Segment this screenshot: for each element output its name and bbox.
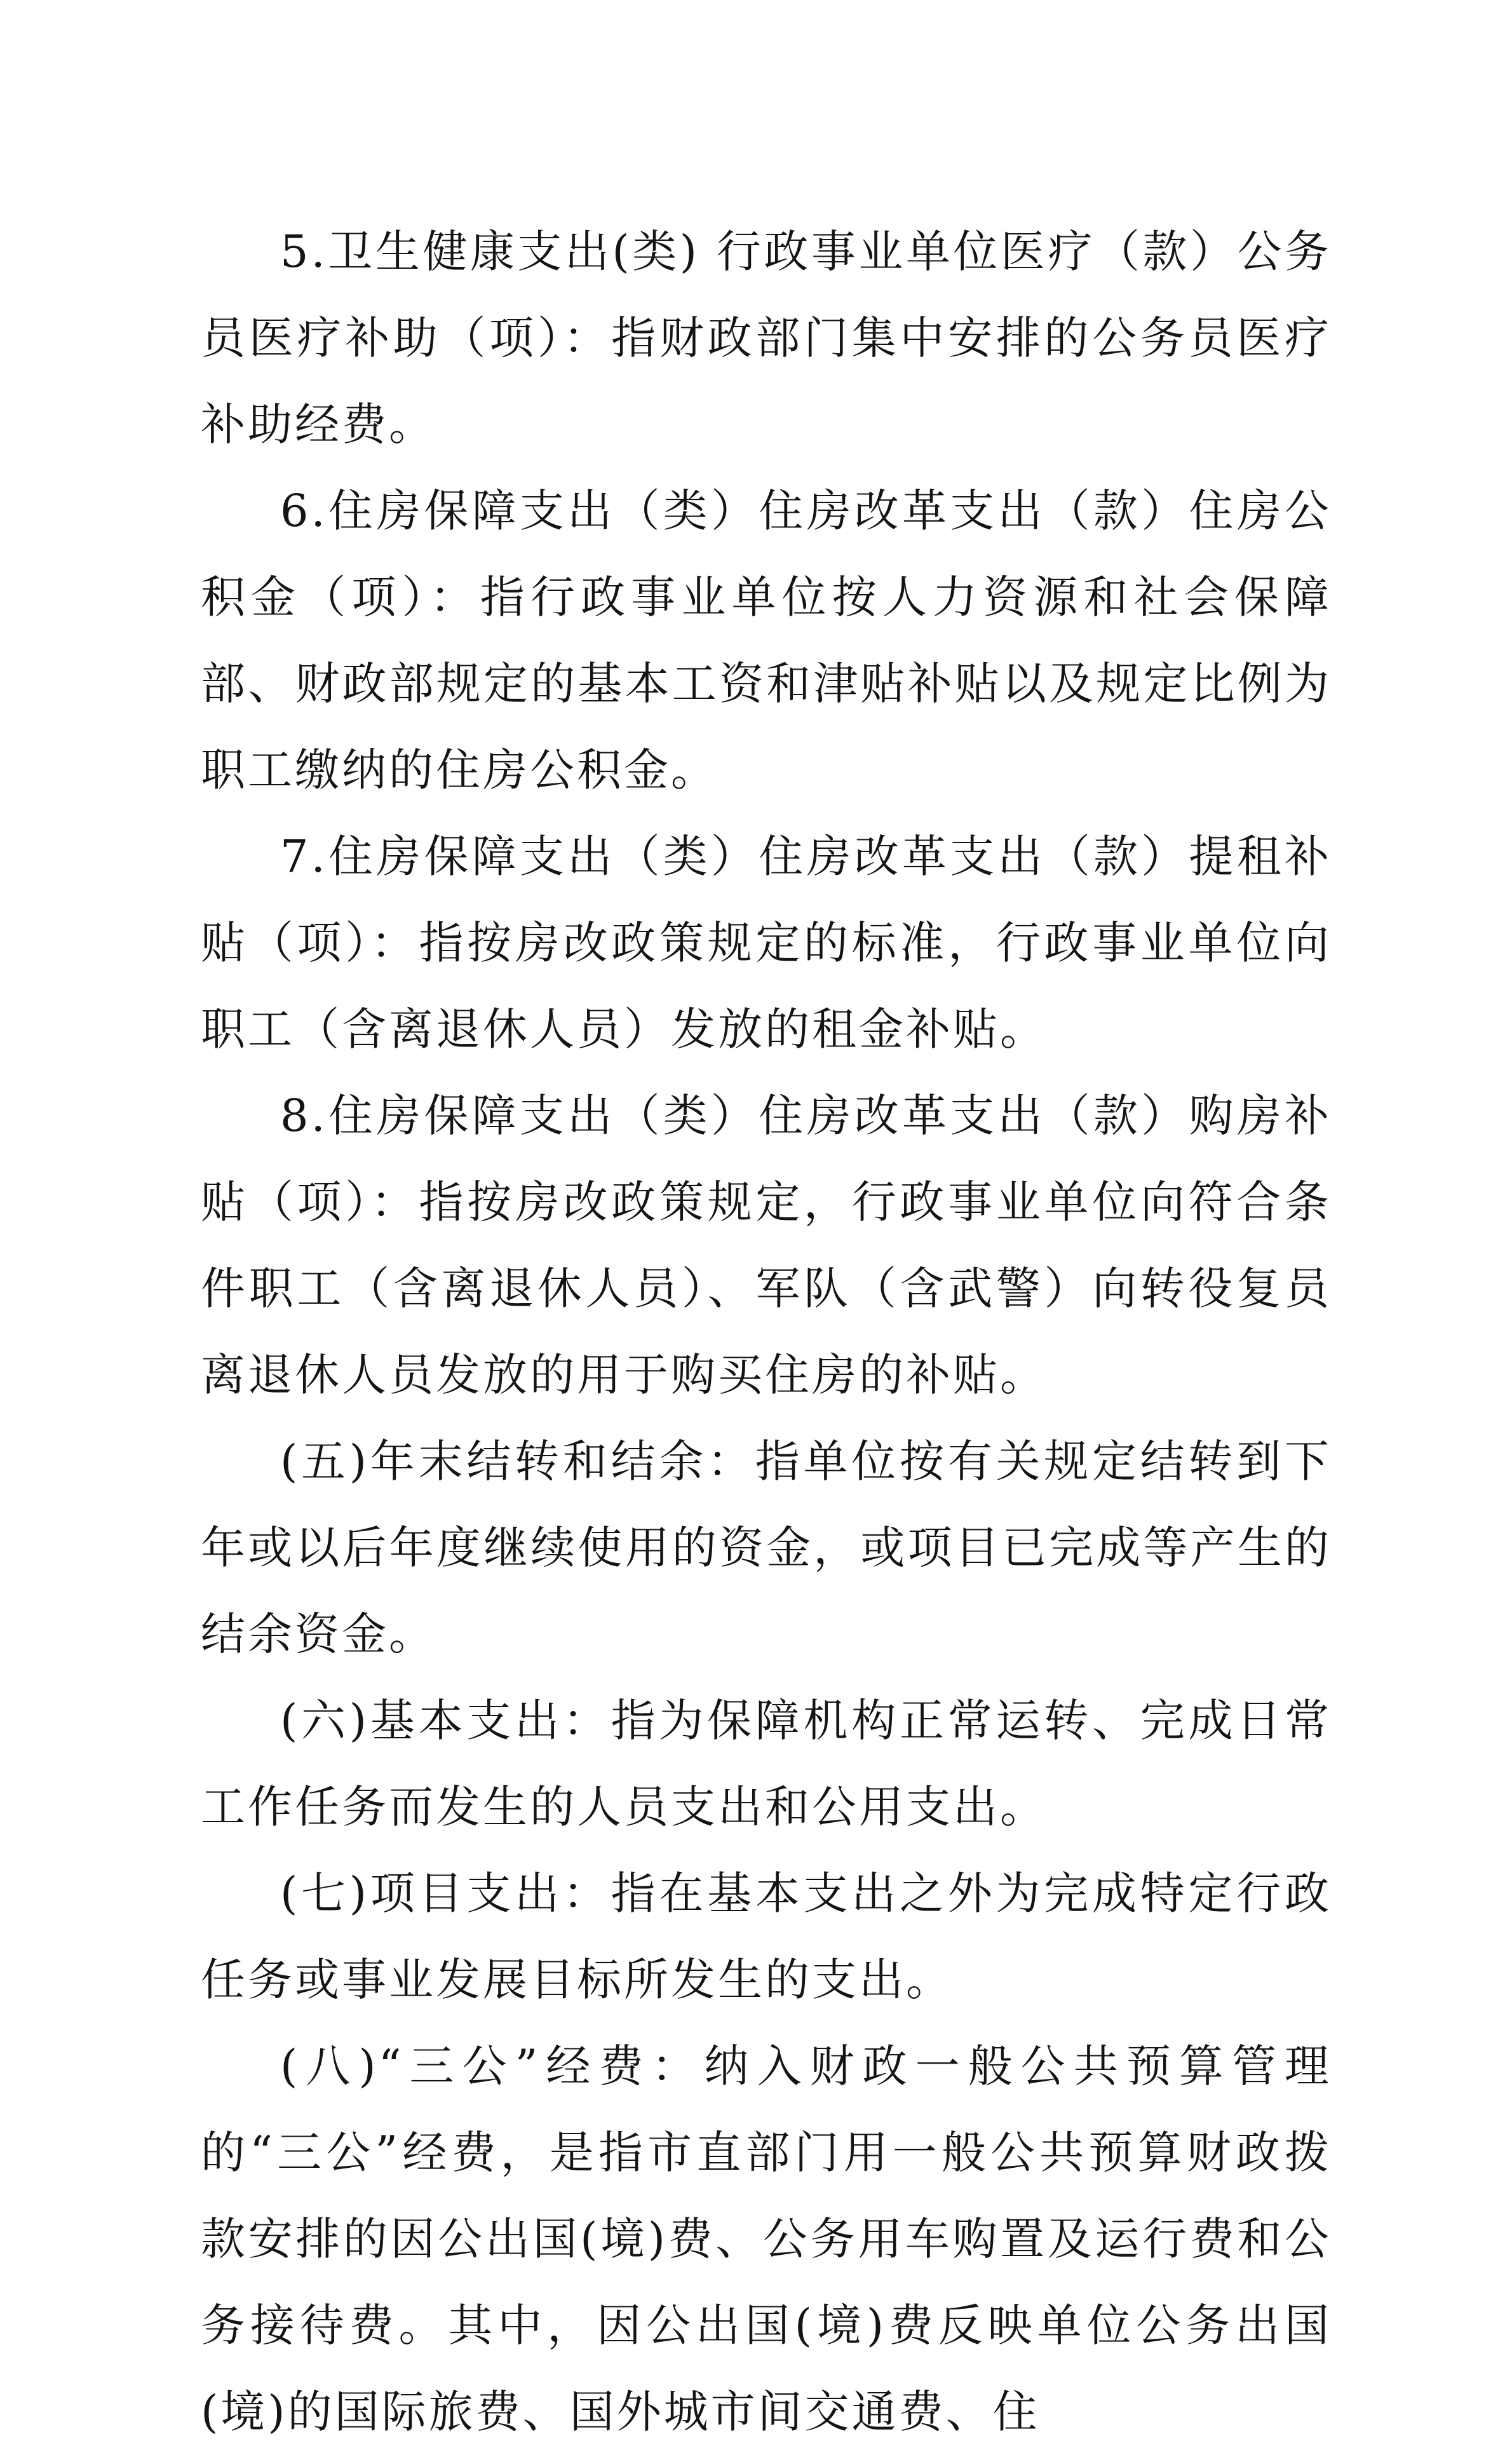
document-body [201, 208, 1332, 2455]
paragraph-medical-subsidy: 5.卫生健康支出(类) 行政事业单位医疗（款）公务员医疗补助（项）：指财政部门集中安排的公务员医疗补助经费。 [201, 226, 1332, 450]
paragraph-housing-fund: 6.住房保障支出（类）住房改革支出（款）住房公积金（项）：指行政事业单位按人力资源和社会保障部、财政部规定的基本工资和津贴补贴以及规定比例为职工缴纳的住房公积金。 [201, 485, 1332, 796]
paragraph-rent-subsidy: 7.住房保障支出（类）住房改革支出（款）提租补贴（项）：指按房改政策规定的标准，行政事业单位向职工（含离退休人员）发放的租金补贴。 [201, 830, 1332, 1055]
paragraph-three-public-expenses: (八)“三公”经费：纳入财政一般公共预算管理的“三公”经费，是指市直部门用一般公共预算财政拨款安排的因公出国(境)费、公务用车购置及运行费和公务接待费。其中，因公出国(境)费反映单位公务出国(境)的国际旅费、国外城市间交通费、住 [201, 2040, 1332, 2438]
paragraph-carryover-balance: (五)年末结转和结余：指单位按有关规定结转到下年或以后年度继续使用的资金，或项目已完成等产生的结余资金。 [201, 1435, 1332, 1660]
paragraph-housing-purchase-subsidy: 8.住房保障支出（类）住房改革支出（款）购房补贴（项）：指按房改政策规定，行政事业单位向符合条件职工（含离退休人员）、军队（含武警）向转役复员离退休人员发放的用于购买住房的补贴。 [201, 1090, 1332, 1401]
paragraph-basic-expenditure: (六)基本支出：指为保障机构正常运转、完成日常工作任务而发生的人员支出和公用支出。 [201, 1694, 1332, 1833]
paragraph-project-expenditure: (七)项目支出：指在基本支出之外为完成特定行政任务或事业发展目标所发生的支出。 [201, 1867, 1332, 2006]
